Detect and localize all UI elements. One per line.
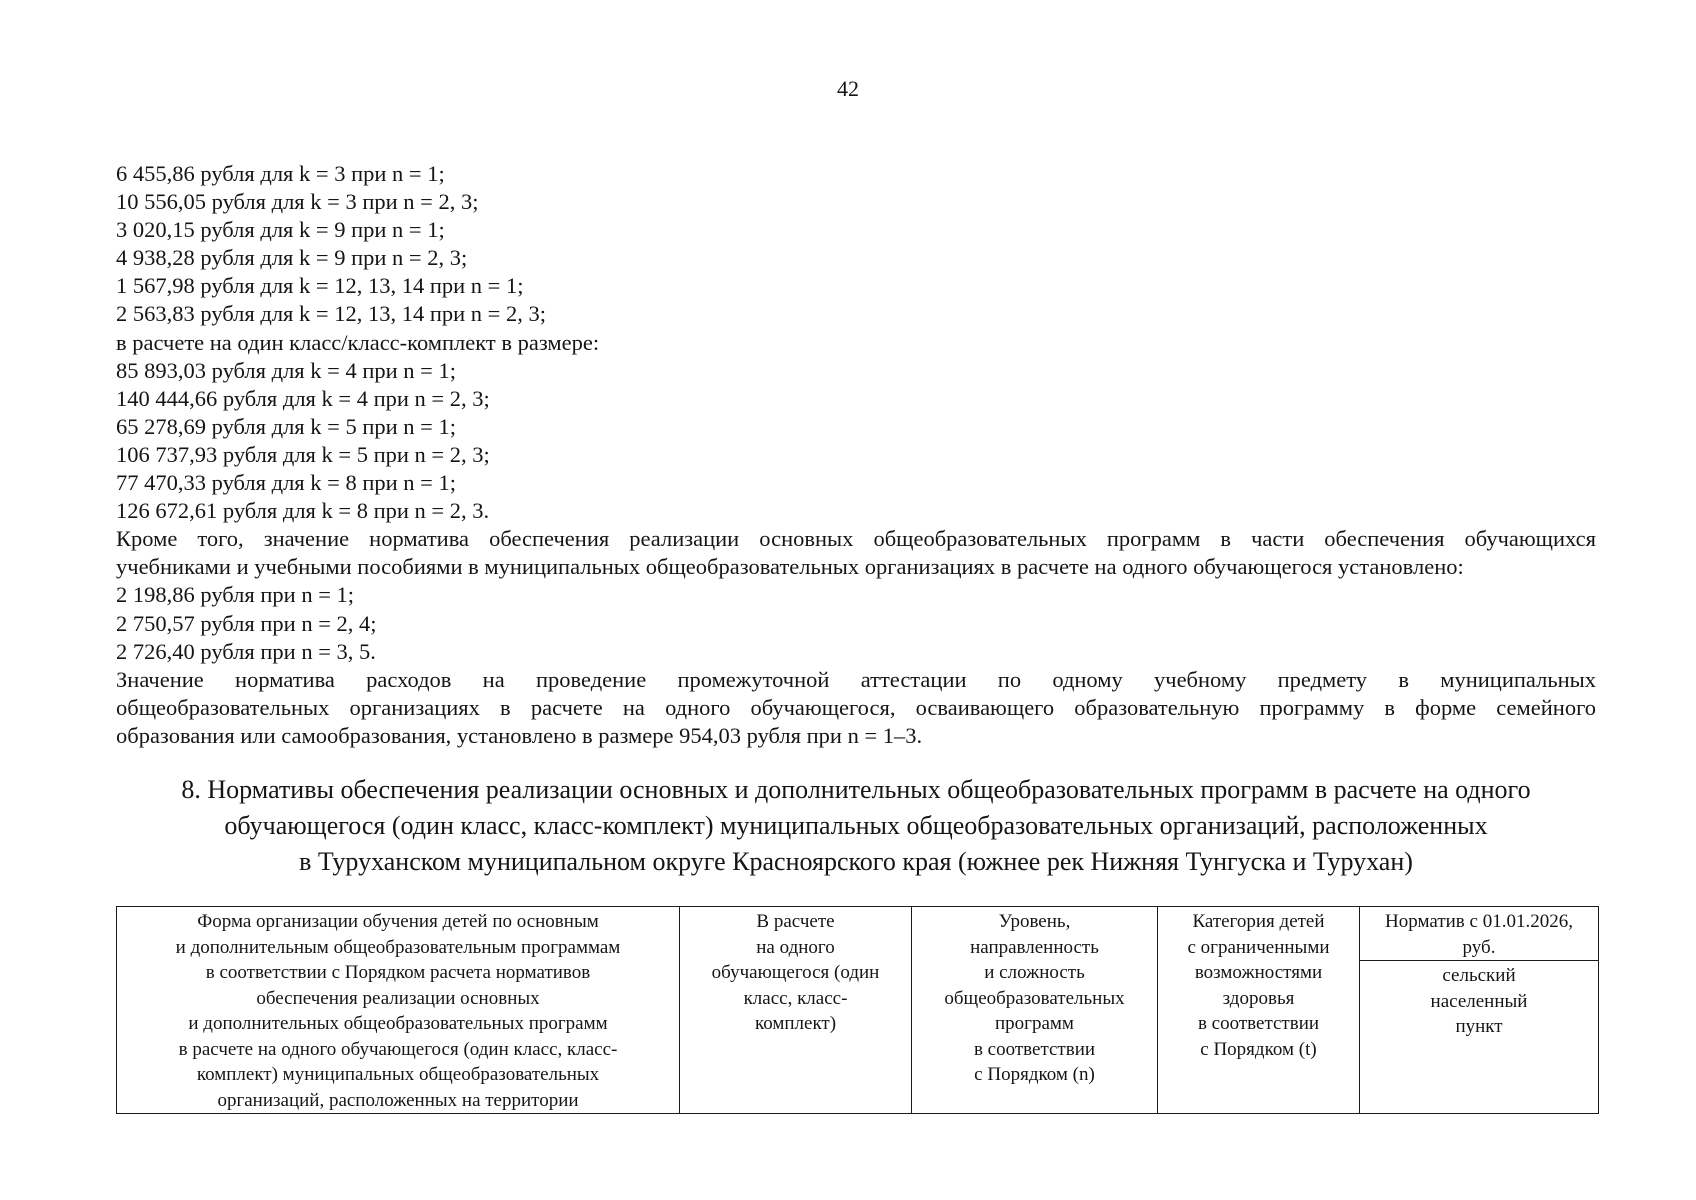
text-line: Значение норматива расходов на проведение промежуточной аттестации по одному учебному предмету в муниципальных bbox=[116, 666, 1596, 692]
section-title-line: в Туруханском муниципальном округе Красноярского края (южнее рек Нижняя Тунгуска и Турухан) bbox=[299, 847, 1413, 876]
text-line: 4 938,28 рубля для k = 9 при n = 2, 3; bbox=[116, 245, 468, 271]
header-rural-settlement: сельский населенный пункт bbox=[1360, 961, 1599, 1114]
body-text bbox=[116, 160, 1596, 750]
section-number: 8. bbox=[181, 775, 201, 804]
text-line: 2 726,40 рубля при n = 3, 5. bbox=[116, 638, 376, 664]
section-title-line: Нормативы обеспечения реализации основных и дополнительных общеобразовательных программ в расчете на одного bbox=[207, 775, 1531, 804]
table-header-row bbox=[117, 907, 1599, 961]
norms-table bbox=[116, 906, 1599, 1114]
text-line: 140 444,66 рубля для k = 4 при n = 2, 3; bbox=[116, 385, 490, 411]
text-line: 2 750,57 рубля при n = 2, 4; bbox=[116, 610, 377, 636]
header-program-level: Уровень, направленность и сложность общеобразовательных программ в соответствии с Порядком (n) bbox=[912, 907, 1158, 1114]
text-line: 2 563,83 рубля для k = 12, 13, 14 при n = 2, 3; bbox=[116, 301, 546, 327]
page-number: 42 bbox=[837, 76, 859, 101]
section-heading bbox=[116, 772, 1596, 880]
text-line: общеобразовательных организациях в расчете на одного обучающегося, осваивающего образовательную программу в форме семейного bbox=[116, 694, 1596, 720]
header-norm-2026: Норматив с 01.01.2026, руб. bbox=[1360, 907, 1599, 961]
header-child-category: Категория детей с ограниченными возможностями здоровья в соответствии с Порядком (t) bbox=[1158, 907, 1360, 1114]
header-per-student: В расчете на одного обучающегося (один класс, класс- комплект) bbox=[680, 907, 912, 1114]
text-line: учебниками и учебными пособиями в муниципальных общеобразовательных организациях в расчете на одного обучающегося установлено: bbox=[116, 554, 1464, 580]
text-line: 1 567,98 рубля для k = 12, 13, 14 при n = 1; bbox=[116, 273, 524, 299]
text-line: 6 455,86 рубля для k = 3 при n = 1; bbox=[116, 161, 445, 186]
text-line: 77 470,33 рубля для k = 8 при n = 1; bbox=[116, 470, 456, 496]
text-line: Кроме того, значение норматива обеспечения реализации основных общеобразовательных программ в части обеспечения обучающихся bbox=[116, 526, 1596, 552]
text-line: 65 278,69 рубля для k = 5 при n = 1; bbox=[116, 413, 456, 439]
section-heading-line-1 bbox=[116, 772, 1596, 808]
text-line: 3 020,15 рубля для k = 9 при n = 1; bbox=[116, 217, 445, 243]
text-line: в расчете на один класс/класс-комплект в размере: bbox=[116, 329, 600, 355]
text-line: 106 737,93 рубля для k = 5 при n = 2, 3; bbox=[116, 441, 490, 467]
text-line: 2 198,86 рубля при n = 1; bbox=[116, 582, 355, 608]
text-line: 10 556,05 рубля для k = 3 при n = 2, 3; bbox=[116, 189, 479, 215]
header-form-of-education: Форма организации обучения детей по основным и дополнительным общеобразовательным программам в соответствии с Порядком расчета нормативов обеспечения реализации основных и дополнительных общеобразовательных программ в расчете на одного обучающегося (один класс, класс- комплект) муниципальных общеобразовательных организаций, расположенных на территории bbox=[117, 907, 680, 1114]
text-line: 126 672,61 рубля для k = 8 при n = 2, 3. bbox=[116, 498, 490, 524]
text-line: 85 893,03 рубля для k = 4 при n = 1; bbox=[116, 357, 456, 383]
section-title-line: обучающегося (один класс, класс-комплект) муниципальных общеобразовательных организаций, расположенных bbox=[224, 811, 1488, 840]
text-line: образования или самообразования, установлено в размере 954,03 рубля при n = 1–3. bbox=[116, 722, 923, 748]
